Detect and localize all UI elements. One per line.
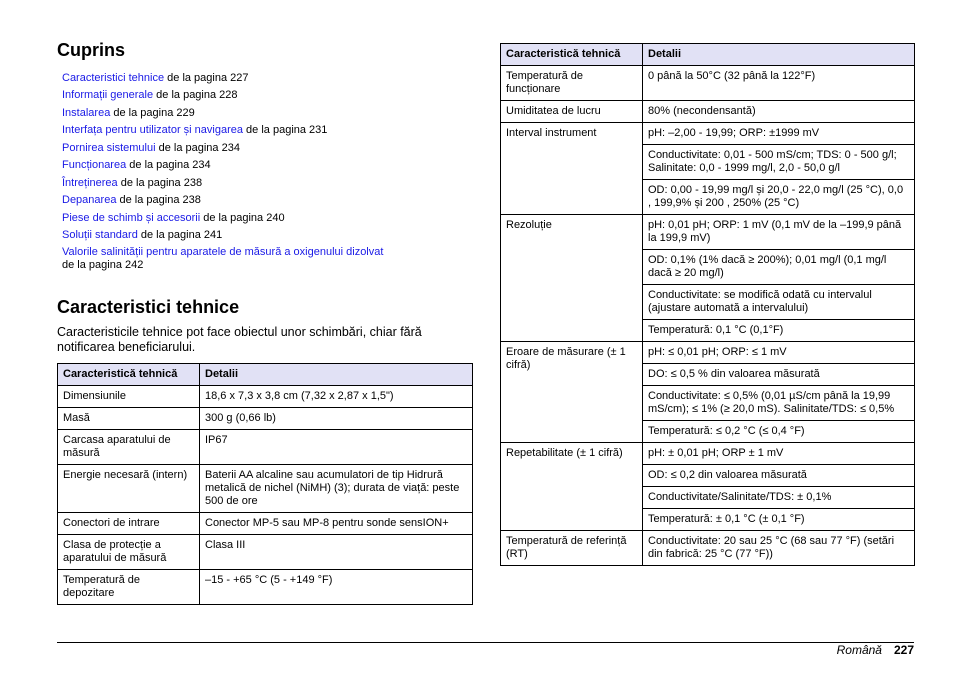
col-header-spec: Caracteristică tehnică bbox=[501, 44, 643, 66]
spec-name-cell: Temperatură de referință (RT) bbox=[501, 531, 643, 566]
toc-page-ref: de la pagina 240 bbox=[200, 211, 285, 224]
toc-page-ref: de la pagina 238 bbox=[117, 176, 203, 189]
toc-page-ref: de la pagina 234 bbox=[155, 141, 240, 154]
toc-link[interactable]: Piese de schimb și accesorii bbox=[62, 211, 201, 224]
toc-page-ref: de la pagina 231 bbox=[243, 124, 328, 137]
spec-name-cell: Eroare de măsurare (± 1 cifră) bbox=[501, 342, 643, 443]
spec-details-cell: IP67 bbox=[200, 430, 473, 465]
table-row bbox=[58, 465, 473, 513]
toc-page-ref: de la pagina 229 bbox=[110, 106, 195, 119]
toc-link[interactable]: Informații generale bbox=[62, 89, 154, 102]
toc-page-ref: de la pagina 238 bbox=[116, 194, 201, 207]
table-row bbox=[501, 443, 915, 465]
toc-link[interactable]: Întreținerea bbox=[62, 176, 118, 189]
spec-details-cell: Conductivitate: 0,01 - 500 mS/cm; TDS: 0 - 500 g/l; Salinitate: 0,0 - 1999 mg/l, 2,0 - 50,0 g/l bbox=[643, 145, 915, 180]
spec-details-cell: Clasa III bbox=[200, 535, 473, 570]
table-row bbox=[501, 101, 915, 123]
toc-page-ref: de la pagina 241 bbox=[137, 228, 223, 241]
table-row bbox=[58, 430, 473, 465]
spec-details-cell: Temperatură: ± 0,1 °C (± 0,1 °F) bbox=[643, 509, 915, 531]
spec-name-cell: Dimensiunile bbox=[58, 386, 200, 408]
spec-details-cell: OD: 0,00 - 19,99 mg/l și 20,0 - 22,0 mg/l (25 °C), 0,0 , 199,9% și 200 , 250% (25 °C) bbox=[643, 180, 915, 215]
toc-item bbox=[62, 142, 472, 155]
table-row bbox=[58, 513, 473, 535]
spec-details-cell: Conductivitate: se modifică odată cu intervalul (ajustare automată a intervalului) bbox=[643, 285, 915, 320]
spec-details-cell: –15 - +65 °C (5 - +149 °F) bbox=[200, 570, 473, 605]
toc-item bbox=[62, 229, 472, 242]
spec-details-cell: 80% (necondensantă) bbox=[643, 101, 915, 123]
spec-name-cell: Masă bbox=[58, 408, 200, 430]
spec-name-cell: Temperatură de depozitare bbox=[58, 570, 200, 605]
spec-name-cell: Clasa de protecție a aparatului de măsură bbox=[58, 535, 200, 570]
spec-details-cell: OD: ≤ 0,2 din valoarea măsurată bbox=[643, 465, 915, 487]
toc-link[interactable]: Soluții standard bbox=[62, 228, 138, 241]
spec-details-cell: DO: ≤ 0,5 % din valoarea măsurată bbox=[643, 364, 915, 386]
toc-page-ref: de la pagina 242 bbox=[62, 259, 144, 272]
spec-details-cell: OD: 0,1% (1% dacă ≥ 200%); 0,01 mg/l (0,1 mg/l dacă ≥ 20 mg/l) bbox=[643, 250, 915, 285]
spec-details-cell: pH: ± 0,01 pH; ORP ± 1 mV bbox=[643, 443, 915, 465]
specs-title: Caracteristici tehnice bbox=[57, 297, 240, 317]
toc-item bbox=[62, 124, 472, 137]
spec-details-cell: Conductivitate: ≤ 0,5% (0,01 µS/cm până la 19,99 mS/cm); ≤ 1% (≥ 20,0 mS). Salinitate/TDS: ≤ 0,5% bbox=[643, 386, 915, 421]
spec-details-cell: 0 până la 50°C (32 până la 122°F) bbox=[643, 66, 915, 101]
toc-page-ref: de la pagina 227 bbox=[164, 72, 249, 84]
spec-details-cell: Temperatură: 0,1 °C (0,1°F) bbox=[643, 320, 915, 342]
spec-details-cell: 300 g (0,66 lb) bbox=[200, 408, 473, 430]
toc-item bbox=[62, 159, 472, 172]
col-header-details: Detalii bbox=[643, 44, 915, 66]
spec-details-cell: pH: ≤ 0,01 pH; ORP: ≤ 1 mV bbox=[643, 342, 915, 364]
toc-item bbox=[62, 212, 472, 225]
toc-section bbox=[57, 38, 472, 272]
toc-page-ref: de la pagina 234 bbox=[126, 159, 211, 172]
table-row bbox=[501, 66, 915, 101]
spec-name-cell: Conectori de intrare bbox=[58, 513, 200, 535]
spec-name-cell: Repetabilitate (± 1 cifră) bbox=[501, 443, 643, 531]
toc-item bbox=[62, 72, 472, 85]
spec-name-cell: Interval instrument bbox=[501, 123, 643, 215]
toc-title: Cuprins bbox=[57, 40, 126, 60]
page-footer bbox=[837, 643, 914, 657]
col-header-spec: Caracteristică tehnică bbox=[58, 364, 200, 386]
spec-name-cell: Umiditatea de lucru bbox=[501, 101, 643, 123]
specs-table-right bbox=[500, 43, 915, 566]
spec-details-cell: Temperatură: ≤ 0,2 °C (≤ 0,4 °F) bbox=[643, 421, 915, 443]
spec-name-cell: Temperatură de funcționare bbox=[501, 66, 643, 101]
toc-link[interactable]: Instalarea bbox=[62, 106, 111, 119]
table-row bbox=[58, 408, 473, 430]
toc-link[interactable]: Depanarea bbox=[62, 194, 117, 207]
spec-details-cell: pH: –2,00 - 19,99; ORP: ±1999 mV bbox=[643, 123, 915, 145]
toc-link[interactable]: Valorile salinității pentru aparatele de măsură a oxigenului dizolvat bbox=[62, 246, 384, 259]
spec-name-cell: Rezoluție bbox=[501, 215, 643, 342]
toc-item bbox=[62, 177, 472, 190]
footer-language: Română bbox=[836, 643, 882, 657]
toc-link[interactable]: Pornirea sistemului bbox=[62, 141, 156, 154]
col-header-details: Detalii bbox=[200, 364, 473, 386]
toc-item bbox=[62, 194, 472, 207]
page-number: 227 bbox=[893, 643, 914, 657]
toc-link[interactable]: Interfața pentru utilizator și navigarea bbox=[62, 124, 243, 137]
spec-details-cell: pH: 0,01 pH; ORP: 1 mV (0,1 mV de la –199,9 până la 199,9 mV) bbox=[643, 215, 915, 250]
table-row bbox=[501, 215, 915, 250]
spec-name-cell: Energie necesară (intern) bbox=[58, 465, 200, 513]
table-row bbox=[501, 342, 915, 364]
table-row bbox=[501, 531, 915, 566]
specs-intro: Caracteristicile tehnice pot face obiectul unor schimbări, chiar fără notificarea beneficiarului. bbox=[57, 325, 422, 354]
table-row bbox=[501, 123, 915, 145]
spec-details-cell: Conductivitate: 20 sau 25 °C (68 sau 77 °F) (setări din fabrică: 25 °C (77 °F)) bbox=[643, 531, 915, 566]
footer-rule bbox=[57, 642, 914, 643]
toc-item bbox=[62, 246, 472, 272]
table-row bbox=[58, 386, 473, 408]
table-row bbox=[58, 570, 473, 605]
spec-details-cell: 18,6 x 7,3 x 3,8 cm (7,32 x 2,87 x 1,5") bbox=[200, 386, 473, 408]
spec-details-cell: Conductivitate/Salinitate/TDS: ± 0,1% bbox=[643, 487, 915, 509]
specs-table-left bbox=[57, 363, 473, 605]
spec-details-cell: Conector MP-5 sau MP-8 pentru sonde sensION+ bbox=[200, 513, 473, 535]
toc-link[interactable]: Caracteristici tehnice bbox=[62, 72, 165, 84]
spec-details-cell: Baterii AA alcaline sau acumulatori de tip Hidrură metalică de nichel (NiMH) (3); durata de viață: peste 500 de ore bbox=[200, 465, 473, 513]
toc-item bbox=[62, 89, 472, 102]
spec-name-cell: Carcasa aparatului de măsură bbox=[58, 430, 200, 465]
table-row bbox=[58, 535, 473, 570]
toc-item bbox=[62, 107, 472, 120]
toc-list bbox=[57, 72, 472, 272]
toc-page-ref: de la pagina 228 bbox=[153, 89, 238, 102]
toc-link[interactable]: Funcționarea bbox=[62, 159, 127, 172]
